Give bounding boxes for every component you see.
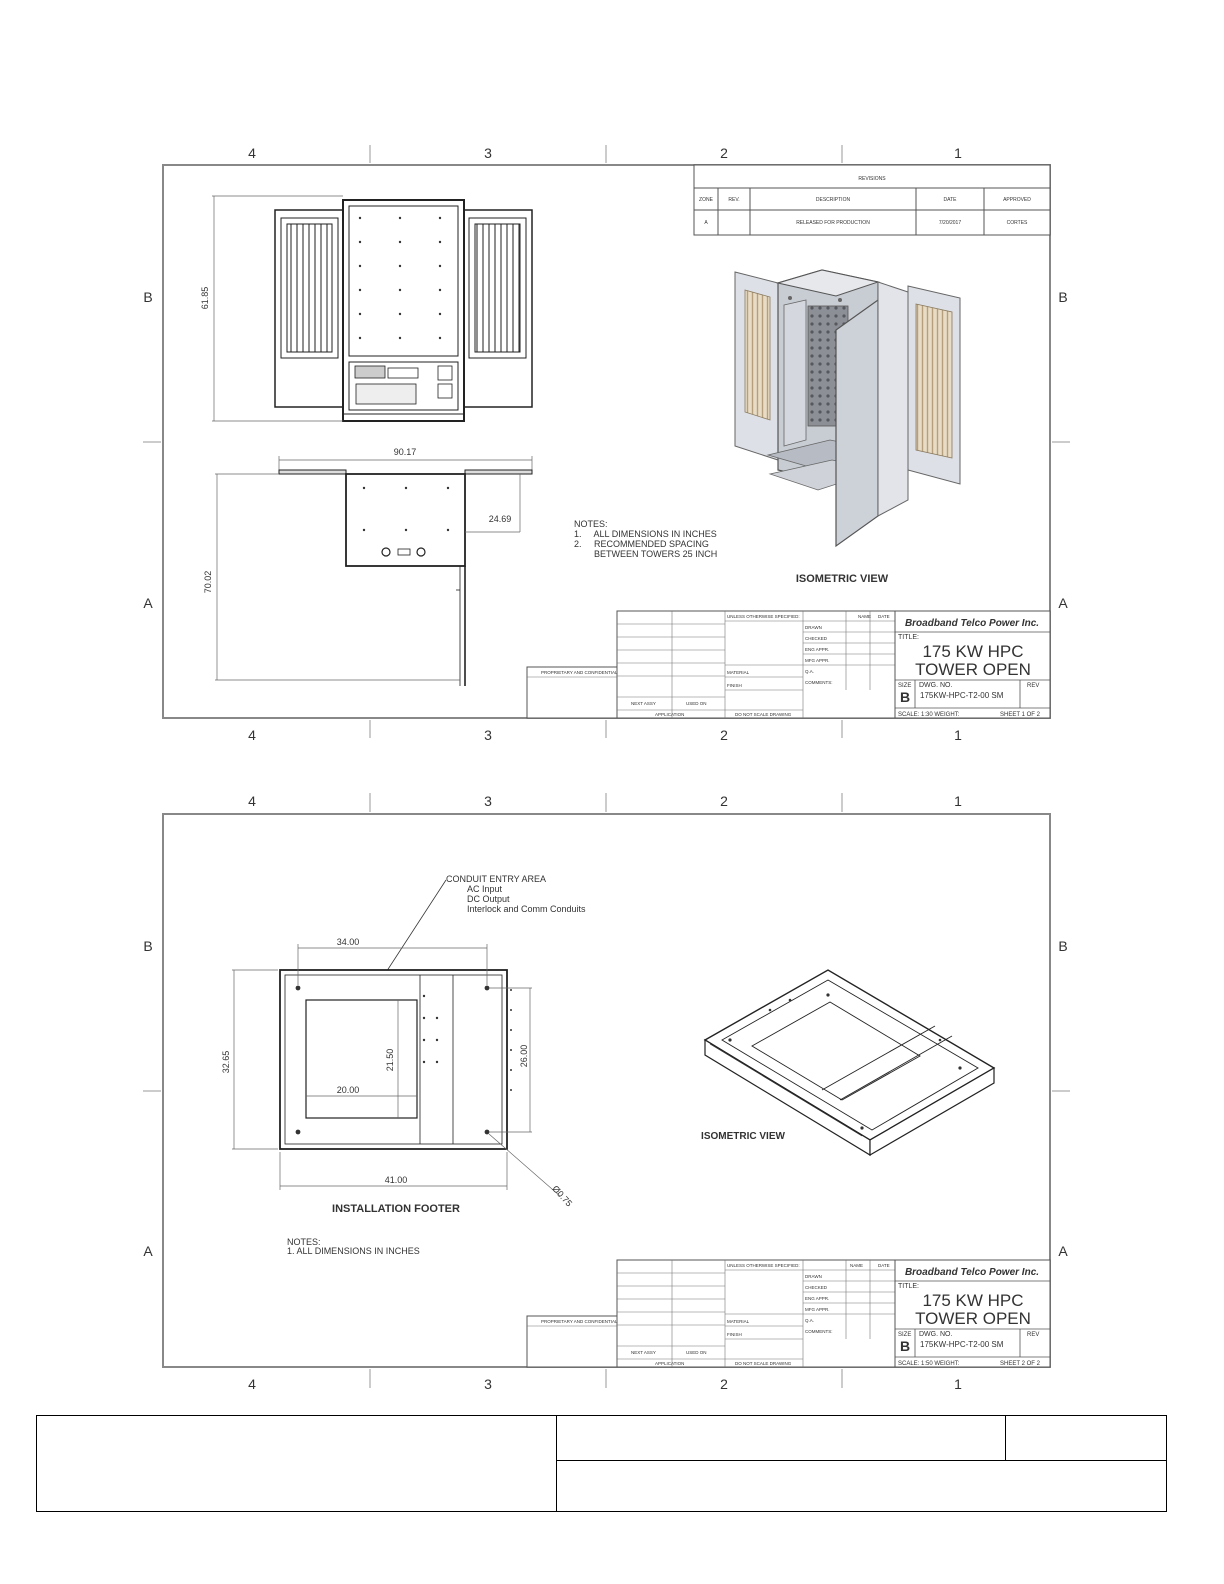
zone-col-3-top: 3 bbox=[484, 145, 492, 161]
tb2-eng-appr: ENG APPR. bbox=[805, 1296, 830, 1301]
rev-row-description: RELEASED FOR PRODUCTION bbox=[796, 220, 870, 226]
tb1-date: DATE bbox=[878, 614, 890, 619]
s2-zone-col-1-bottom: 1 bbox=[954, 1376, 962, 1392]
s2-zone-row-a-left: A bbox=[143, 1243, 153, 1259]
tb1-size: B bbox=[900, 689, 911, 705]
tb1-proprietary: PROPRIETARY AND CONFIDENTIAL bbox=[541, 670, 618, 675]
tb1-do-not-scale: DO NOT SCALE DRAWING bbox=[735, 712, 792, 717]
installation-footer-label: INSTALLATION FOOTER bbox=[332, 1203, 460, 1215]
s2-zone-col-2-bottom: 2 bbox=[720, 1376, 728, 1392]
tb2-mfg-appr: MFG APPR. bbox=[805, 1307, 830, 1312]
dim-depth-door: 24.69 bbox=[488, 514, 512, 524]
dim-width-top: 90.17 bbox=[393, 447, 417, 457]
revisions-table bbox=[694, 165, 1050, 235]
bottom-form-left-cell bbox=[37, 1416, 557, 1511]
tb2-do-not-scale: DO NOT SCALE DRAWING bbox=[735, 1361, 792, 1366]
tb2-scale: SCALE: 1:50 WEIGHT: bbox=[898, 1361, 960, 1367]
tb1-comments: COMMENTS: bbox=[805, 680, 833, 685]
rev-header-approved: APPROVED bbox=[1003, 197, 1031, 203]
zone-row-a-right: A bbox=[1058, 595, 1068, 611]
tb2-checked: CHECKED bbox=[805, 1285, 828, 1290]
sheet2-notes bbox=[287, 1237, 420, 1256]
tb1-qa: Q.A. bbox=[805, 669, 815, 674]
tb1-unless: UNLESS OTHERWISE SPECIFIED: bbox=[727, 614, 800, 619]
tb2-drawn: DRAWN bbox=[805, 1274, 822, 1279]
tb1-next-assy: NEXT ASSY bbox=[631, 701, 656, 706]
rev-row-approved: CORTES bbox=[1006, 220, 1028, 226]
iso-view-label-2: ISOMETRIC VIEW bbox=[701, 1131, 785, 1142]
tb2-name: NAME bbox=[850, 1263, 864, 1268]
tb2-comments: COMMENTS: bbox=[805, 1329, 833, 1334]
installation-footer-drawing bbox=[232, 944, 560, 1196]
s2-zone-row-a-right: A bbox=[1058, 1243, 1068, 1259]
zone-col-3-bottom: 3 bbox=[484, 727, 492, 743]
zone-row-a-left: A bbox=[143, 595, 153, 611]
dim-depth-total: 70.02 bbox=[203, 570, 213, 594]
tb1-company: Broadband Telco Power Inc. bbox=[904, 618, 1040, 629]
dim-height-front: 61.85 bbox=[200, 286, 210, 310]
conduit-line-1: AC Input bbox=[467, 884, 503, 894]
tb2-unless: UNLESS OTHERWISE SPECIFIED: bbox=[727, 1263, 800, 1268]
tb2-sheet: SHEET 2 OF 2 bbox=[1000, 1361, 1040, 1367]
zone-row-b-right: B bbox=[1058, 289, 1068, 305]
dim-h-holes: 26.00 bbox=[519, 1044, 529, 1068]
tb1-title-line1: 175 KW HPC bbox=[922, 642, 1024, 661]
tb1-eng-appr: ENG APPR. bbox=[805, 647, 830, 652]
bottom-form-box bbox=[36, 1415, 1167, 1512]
tb2-qa: Q.A. bbox=[805, 1318, 815, 1323]
s2-zone-row-b-right: B bbox=[1058, 938, 1068, 954]
tb2-material: MATERIAL bbox=[727, 1319, 750, 1324]
zone-col-2-top: 2 bbox=[720, 145, 728, 161]
tb2-used-on: USED ON bbox=[686, 1350, 707, 1355]
note-line-2: 2. RECOMMENDED SPACING bbox=[574, 539, 709, 549]
sheet1-notes bbox=[574, 519, 717, 559]
revisions-title: REVISIONS bbox=[858, 176, 886, 182]
s2-zone-row-b-left: B bbox=[143, 938, 153, 954]
rev-header-date: DATE bbox=[943, 197, 957, 203]
tb2-rev-label: REV bbox=[1027, 1332, 1040, 1338]
s2-zone-col-4-top: 4 bbox=[248, 793, 256, 809]
rev-header-description: DESCRIPTION bbox=[815, 197, 851, 203]
zone-col-4-top: 4 bbox=[248, 145, 256, 161]
zone-col-4-bottom: 4 bbox=[248, 727, 256, 743]
dim-hole-dia: Ø0.75 bbox=[550, 1183, 575, 1209]
tb1-used-on: USED ON bbox=[686, 701, 707, 706]
tb1-dwg-no: 175KW-HPC-T2-00 SM bbox=[920, 691, 1004, 700]
tb1-material: MATERIAL bbox=[727, 670, 750, 675]
top-view-drawing bbox=[215, 456, 532, 686]
tb2-dwg-label: DWG. NO. bbox=[919, 1331, 953, 1338]
conduit-line-2: DC Output bbox=[467, 894, 510, 904]
tb1-mfg-appr: MFG APPR. bbox=[805, 658, 830, 663]
dim-opening-h: 21.50 bbox=[385, 1048, 395, 1072]
dim-opening-w: 20.00 bbox=[336, 1085, 360, 1095]
rev-row-date: 7/20/2017 bbox=[938, 220, 962, 226]
bottom-form-right-top-cell bbox=[557, 1416, 1166, 1461]
iso-view-footer bbox=[705, 970, 994, 1155]
tb2-title-line2: TOWER OPEN bbox=[915, 1309, 1031, 1328]
s2-notes-title: NOTES: bbox=[287, 1237, 321, 1247]
notes-title: NOTES: bbox=[574, 519, 608, 529]
dim-w-total: 41.00 bbox=[384, 1175, 408, 1185]
rev-row-rev: A bbox=[704, 220, 708, 226]
s2-zone-col-4-bottom: 4 bbox=[248, 1376, 256, 1392]
tb1-finish: FINISH bbox=[727, 683, 742, 688]
tb2-next-assy: NEXT ASSY bbox=[631, 1350, 656, 1355]
tb2-date: DATE bbox=[878, 1263, 890, 1268]
tb1-scale: SCALE: 1:30 WEIGHT: bbox=[898, 712, 960, 718]
title-block-1 bbox=[527, 611, 1050, 718]
tb2-application: APPLICATION bbox=[655, 1361, 685, 1366]
tb2-company: Broadband Telco Power Inc. bbox=[904, 1267, 1040, 1278]
tb1-checked: CHECKED bbox=[805, 636, 828, 641]
note-line-1: 1. ALL DIMENSIONS IN INCHES bbox=[574, 529, 717, 539]
tb1-sheet: SHEET 1 OF 2 bbox=[1000, 712, 1040, 718]
bottom-form-right-top-split-cell bbox=[1005, 1416, 1166, 1461]
iso-view-cabinet bbox=[735, 270, 960, 546]
tb1-title-label: TITLE: bbox=[898, 634, 920, 641]
s2-zone-col-3-bottom: 3 bbox=[484, 1376, 492, 1392]
s2-zone-col-1-top: 1 bbox=[954, 793, 962, 809]
front-view-drawing bbox=[212, 196, 532, 421]
tb2-proprietary: PROPRIETARY AND CONFIDENTIAL bbox=[541, 1319, 618, 1324]
tb1-size-label: SIZE bbox=[898, 683, 912, 689]
tb2-title-line1: 175 KW HPC bbox=[922, 1291, 1024, 1310]
dim-h-total: 32.65 bbox=[221, 1050, 231, 1074]
tb1-dwg-label: DWG. NO. bbox=[919, 682, 953, 689]
tb2-size: B bbox=[900, 1338, 911, 1354]
tb1-application: APPLICATION bbox=[655, 712, 685, 717]
tb1-drawn: DRAWN bbox=[805, 625, 822, 630]
title-block-2 bbox=[527, 1260, 1050, 1367]
zone-col-1-bottom: 1 bbox=[954, 727, 962, 743]
s2-note-line-1: 1. ALL DIMENSIONS IN INCHES bbox=[287, 1246, 420, 1256]
s2-zone-col-2-top: 2 bbox=[720, 793, 728, 809]
rev-header-rev: REV. bbox=[728, 197, 740, 203]
s2-zone-col-3-top: 3 bbox=[484, 793, 492, 809]
iso-view-label-1: ISOMETRIC VIEW bbox=[795, 573, 889, 585]
zone-col-2-bottom: 2 bbox=[720, 727, 728, 743]
tb1-name: NAME bbox=[858, 614, 872, 619]
tb2-size-label: SIZE bbox=[898, 1332, 912, 1338]
note-line-3: BETWEEN TOWERS 25 INCH bbox=[574, 549, 718, 559]
zone-col-1-top: 1 bbox=[954, 145, 962, 161]
rev-header-zone: ZONE bbox=[699, 197, 713, 203]
conduit-title: CONDUIT ENTRY AREA bbox=[446, 874, 547, 884]
zone-row-b-left: B bbox=[143, 289, 153, 305]
tb1-rev-label: REV bbox=[1027, 683, 1040, 689]
tb2-finish: FINISH bbox=[727, 1332, 742, 1337]
tb2-dwg-no: 175KW-HPC-T2-00 SM bbox=[920, 1340, 1004, 1349]
tb1-title-line2: TOWER OPEN bbox=[915, 660, 1031, 679]
conduit-line-3: Interlock and Comm Conduits bbox=[467, 904, 586, 914]
dim-w-holes: 34.00 bbox=[336, 937, 360, 947]
tb2-title-label: TITLE: bbox=[898, 1283, 920, 1290]
